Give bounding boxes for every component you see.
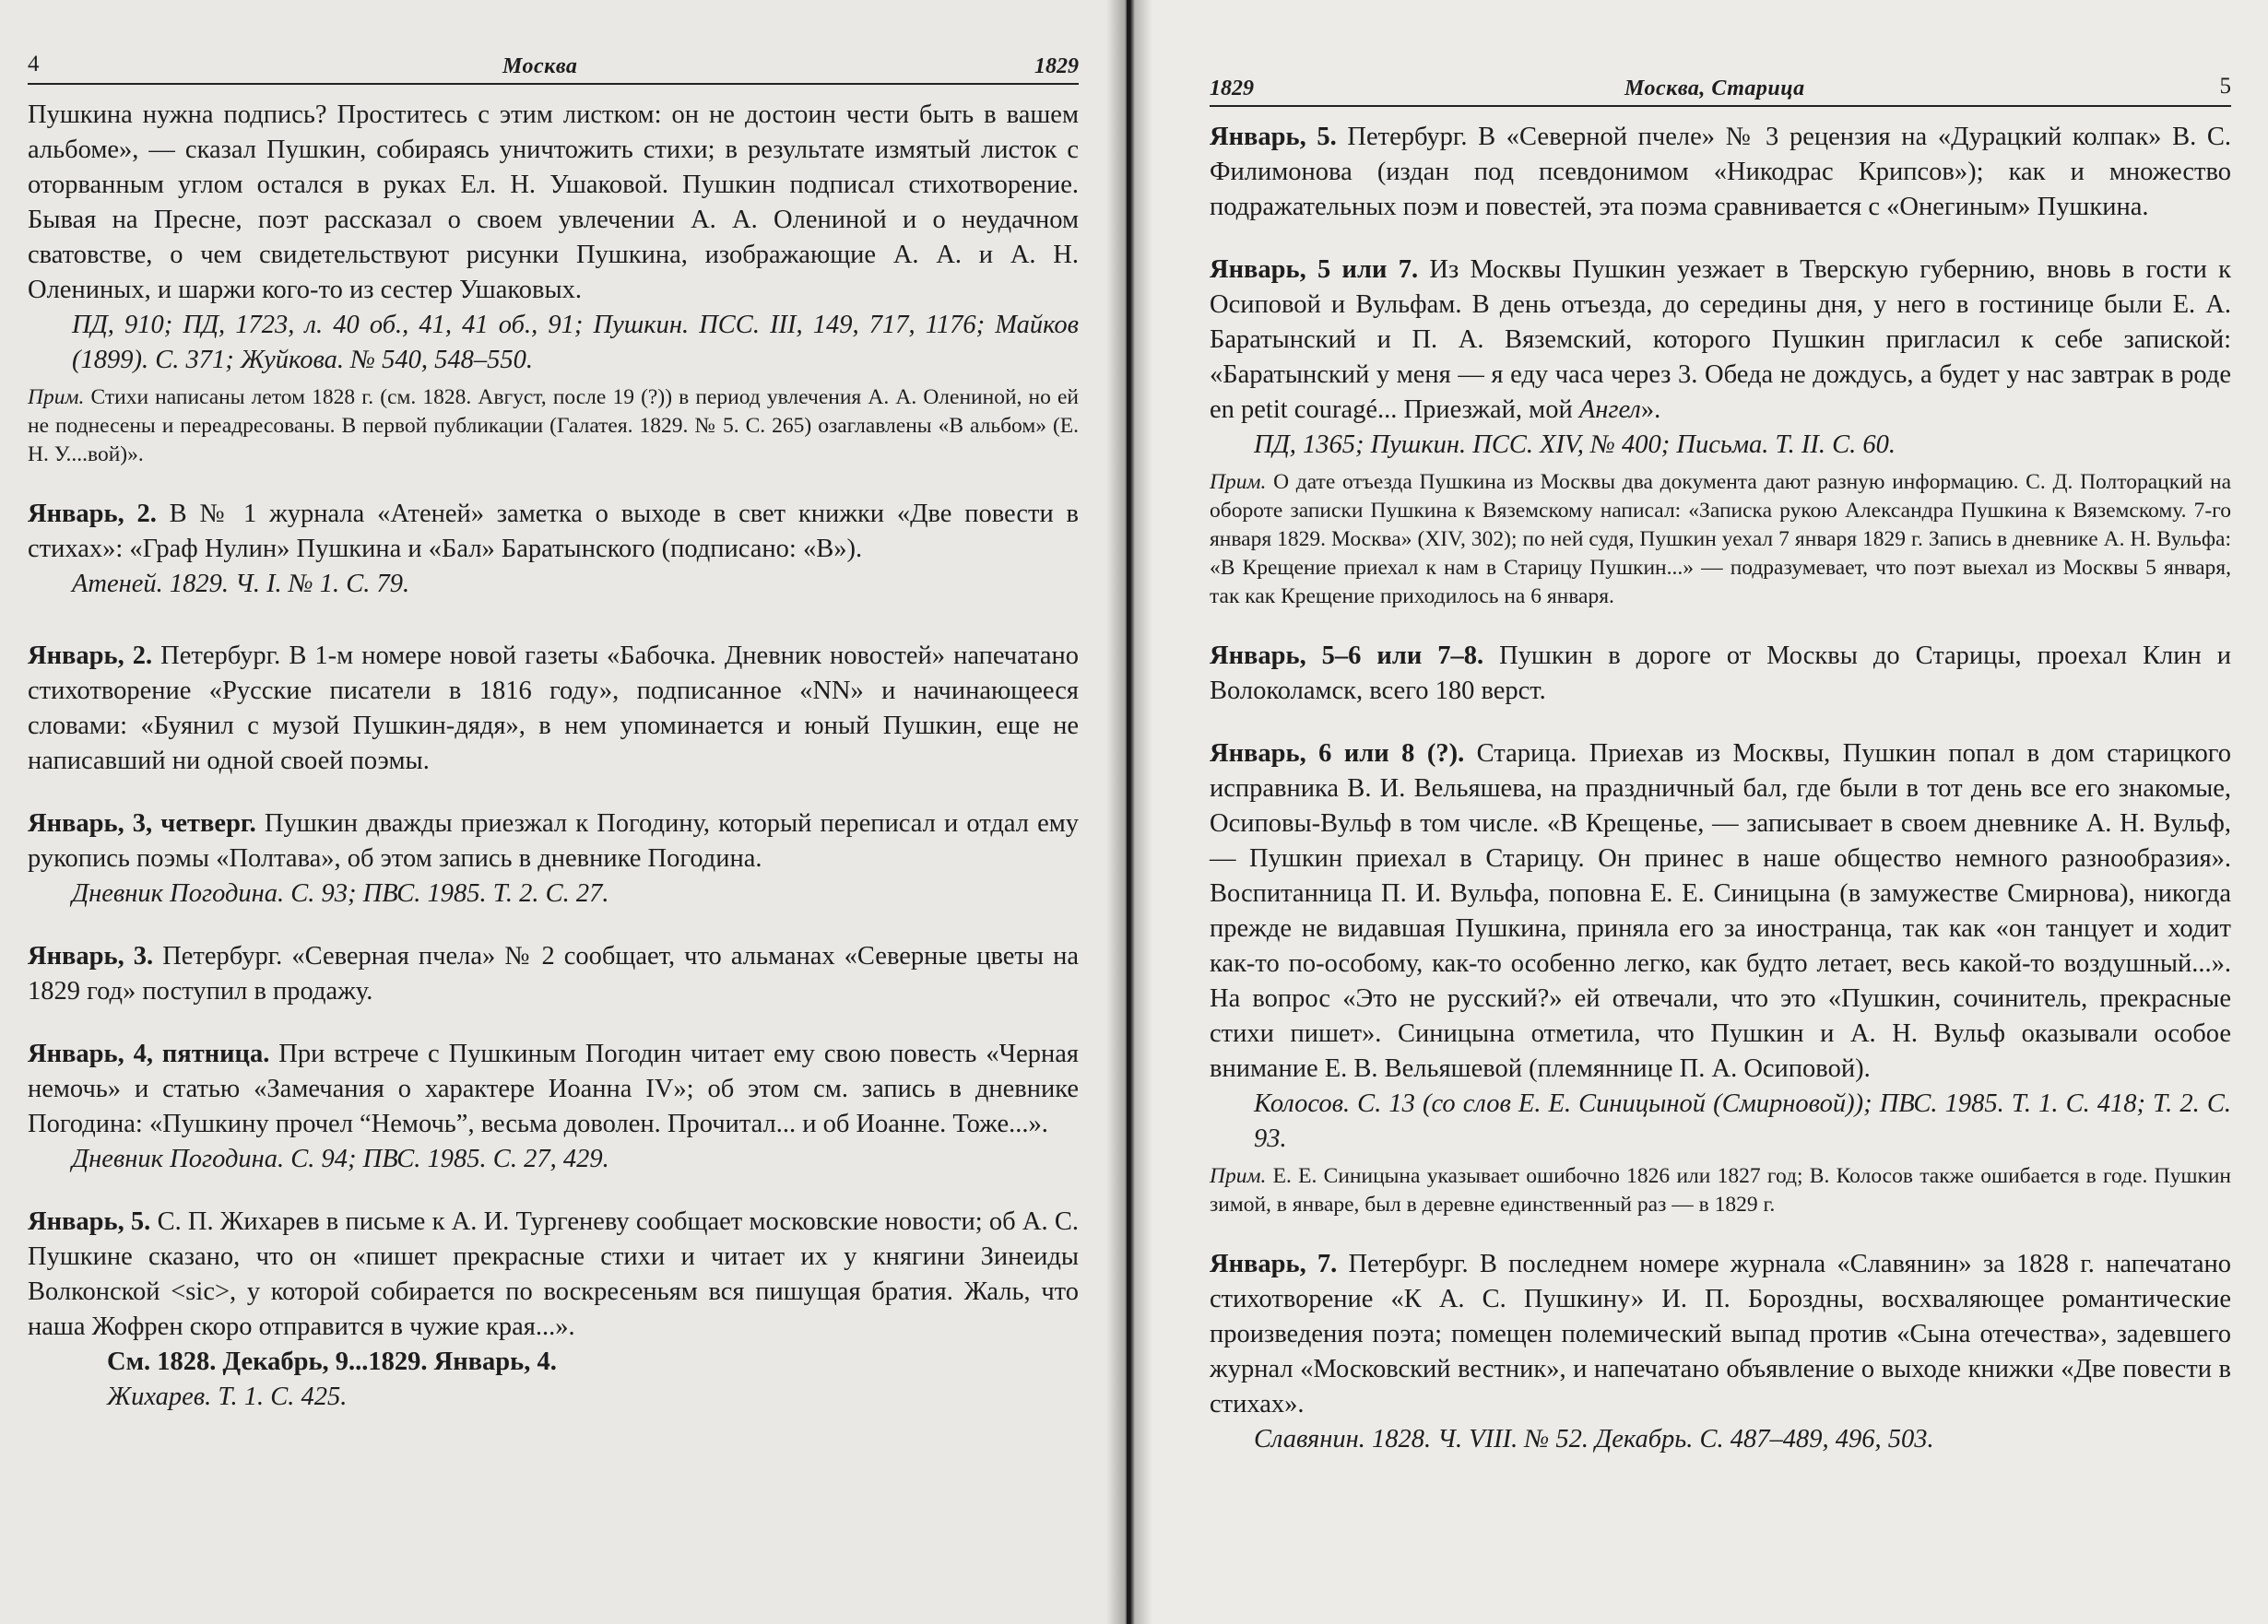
note-text: Е. Е. Синицына указывает ошибочно 1826 или 1827 год; В. Колосов также ошибается в годе. Пушкин зимой, в январе, был в деревне единственный раз — в 1829 г. [1210,1164,2232,1217]
entry-body-end: ». [1640,395,1661,424]
entry-text [28,806,1079,877]
entry-date: Январь, 2. [28,641,153,670]
entry-date: Январь, 5 или 7. [1210,255,1419,284]
entry-text [28,497,1079,567]
entry-body: При встрече с Пушкиным Погодин читает ему свою повесть «Черная немочь» и статью «Замечания о характере Иоанна IV»; об этом см. запись в дневнике Погодина: «Пушкину прочел “Немочь”, весьма доволен. Прочитал... и об Иоанне. Тоже...». [28,1040,1080,1138]
entry [28,1037,1079,1177]
entry-cross-reference: См. 1828. Декабрь, 9...1829. Январь, 4. [107,1347,557,1376]
right-running-title: Москва, Старица [1624,76,1805,100]
right-page-number: 5 [2219,74,2231,99]
entry-text [1210,1247,2231,1422]
book-gutter [1106,0,1152,1624]
entry-text [28,1205,1079,1345]
entry-source: Славянин. 1828. Ч. VIII. № 52. Декабрь. С. 487–489, 496, 503. [1254,1425,1934,1453]
entry-body: Пушкин в дороге от Москвы до Старицы, проехал Клин и Волоколамск, всего 180 верст. [1210,641,2231,705]
entry-note [28,383,1079,469]
right-running-year: 1829 [1210,76,1254,100]
entry-text [1210,253,2231,428]
entry-source: Колосов. С. 13 (со слов Е. Е. Синицыной (Смирновой)); ПВС. 1985. Т. 1. С. 418; Т. 2. С. 93. [1254,1089,2231,1153]
entry-date: Январь, 7. [1210,1250,1338,1278]
entry-body-italic: Ангел [1578,395,1641,424]
note-label: Прим. [28,385,85,409]
entry-text [28,1037,1079,1142]
right-content [1210,120,2231,1457]
entry-date: Январь, 4, пятница. [28,1040,270,1068]
entry-body: С. П. Жихарев в письме к А. И. Тургеневу сообщает московские новости; об А. С. Пушкине сказано, что он «пишет прекрасные стихи и читает их у княгини Зинеиды Волконской <sic>, у которой собирается по воскресеньям вся пишущая братия. Жаль, что наша Жофрен скоро отправится в чужие края...». [28,1207,1079,1341]
entry-text [28,639,1079,779]
entry-body: Старица. Приехав из Москвы, Пушкин попал в дом старицкого исправника В. И. Вельяшева, на праздничный бал, где были в тот день все его знакомые, Осиповы-Вульф в том числе. «В Крещенье, — записывает в своем дневнике А. Н. Вульф, — Пушкин приехал в Старицу. Он принес в наше общество немного разнообразия». Воспитанница П. И. Вульфа, поповна Е. Е. Синицына (в замужестве Смирнова), никогда прежде не видавшая Пушкина, приняла его за иностранца, так как «он танцует и ходит как-то по-особому, как-то особенно легко, как будто летает, весь какой-то воздушный...». На вопрос «Это не русский?» ей отвечали, что это «Пушкин, сочинитель, прекрасные стихи пишет». Синицына отметила, что Пушкин и А. Н. Вульф оказывали особое внимание Е. В. Вельяшевой (племяннице П. А. Осиповой). [1210,739,2231,1083]
entry [1210,253,2231,611]
entry [28,806,1079,912]
continuation-entry [28,98,1079,469]
entry-body: В № 1 журнала «Атеней» заметка о выходе в свет книжки «Две повести в стихах»: «Граф Нулин» Пушкина и «Бал» Баратынского (подписано: «В»). [28,500,1079,563]
note-text: Стихи написаны летом 1828 г. (см. 1828. Август, после 19 (?)) в период увлечения А. А. Олениной, но ей не поднесены и переадресованы. В первой публикации (Галатея. 1829. № 5. С. 265) озаглавлены «В альбом» (Е. Н. У....вой)». [28,385,1080,466]
entry-note [1210,468,2231,611]
left-page-number: 4 [28,52,40,76]
entry-body: Пушкин дважды приезжал к Погодину, который переписал и отдал ему рукопись поэмы «Полтава», об этом запись в дневнике Погодина. [28,809,1080,873]
entry [28,497,1079,602]
entry [1210,639,2231,709]
entry-source: ПД, 1365; Пушкин. ПСС. XIV, № 400; Письма. Т. II. С. 60. [1254,430,1896,459]
entry-text [1210,120,2231,225]
entry-body: Петербург. В последнем номере журнала «Славянин» за 1828 г. напечатано стихотворение «К А. С. Пушкину» И. П. Бороздны, восхваляющее романтические произведения поэта; помещен полемический выпад против «Сына отечества», задевшего журнал «Московский вестник», и напечатано объявление о выходе книжки «Две повести в стихах». [1210,1250,2231,1418]
note-label: Прим. [1210,470,1267,494]
left-running-head [28,46,1079,85]
right-page [1130,0,2268,1624]
entry-date: Январь, 3. [28,942,154,971]
entry-source: Жихарев. Т. 1. С. 425. [107,1383,348,1411]
entry [1210,1247,2231,1457]
entry-body: Петербург. «Северная пчела» № 2 сообщает, что альманах «Северные цветы на 1829 год» поступил в продажу. [28,942,1079,1006]
entry-date: Январь, 5–6 или 7–8. [1210,641,1484,670]
entry-source: Дневник Погодина. С. 94; ПВС. 1985. С. 27, 429. [72,1145,609,1173]
entry-source: Дневник Погодина. С. 93; ПВС. 1985. Т. 2. С. 27. [72,879,609,908]
entry-text [1210,639,2231,709]
entry-source: ПД, 910; ПД, 1723, л. 40 об., 41, 41 об., 91; Пушкин. ПСС. III, 149, 717, 1176; Майков (1899). С. 371; Жуйкова. № 540, 548–550. [72,311,1079,374]
entry-text: Пушкина нужна подпись? Проститесь с этим листком: он не достоин чести быть в вашем альбоме», — сказал Пушкин, собираясь уничтожить стихи; в результате измятый листок с оторванным углом остался в руках Ел. Н. Ушаковой. Пушкин подписал стихотворение. Бывая на Пресне, поэт рассказал о своем увлечении А. А. Олениной и о неудачном сватовстве, о чем свидетельствуют рисунки Пушкина, изображающие А. А. и А. Н. Олениных, и шаржи кого-то из сестер Ушаковых. [28,100,1079,304]
entry-date: Январь, 2. [28,500,157,528]
entry [28,639,1079,779]
entry [28,939,1079,1009]
entry [1210,120,2231,225]
entry-date: Январь, 3, четверг. [28,809,256,838]
entry-text [28,939,1079,1009]
left-page [0,0,1127,1624]
entry-date: Январь, 6 или 8 (?). [1210,739,1465,768]
left-running-title: Москва [502,54,578,78]
entry-date: Январь, 5. [1210,123,1337,151]
entry-body: Петербург. В 1-м номере новой газеты «Бабочка. Дневник новостей» напечатано стихотворение «Русские писатели в 1816 году», подписанное «NN» и начинающееся словами: «Буянил с музой Пушкин-дядя», в нем упоминается и юный Пушкин, еще не написавший ни одной своей поэмы. [28,641,1079,775]
left-content [28,98,1079,1415]
left-running-year: 1829 [1034,54,1079,78]
entry-body: Из Москвы Пушкин уезжает в Тверскую губернию, вновь в гости к Осиповой и Вульфам. В день отъезда, до середины дня, у него в гостинице были Е. А. Баратынский и П. А. Вяземский, которого Пушкин пригласил к себе запиской: «Баратынский у меня — я еду часа через 3. Обеда не дождусь, а будет у нас завтрак в роде en petit couragé... Приезжай, мой [1210,255,2231,424]
entry-note [1210,1162,2231,1219]
note-label: Прим. [1210,1164,1267,1188]
entry-date: Январь, 5. [28,1207,151,1236]
right-running-head [1210,68,2231,107]
entry [1210,736,2231,1219]
entry-source: Атеней. 1829. Ч. I. № 1. С. 79. [72,570,410,598]
entry-text [1210,736,2231,1087]
entry-body: Петербург. В «Северной пчеле» № 3 рецензия на «Дурацкий колпак» В. С. Филимонова (издан под псевдонимом «Никодрас Крипсов»); как и множество подражательных поэм и повестей, эта поэма сравнивается с «Онегиным» Пушкина. [1210,123,2232,221]
note-text: О дате отъезда Пушкина из Москвы два документа дают разную информацию. С. Д. Полторацкий на обороте записки Пушкина к Вяземскому написал: «Записка рукою Александра Пушкина к Вяземскому. 7-го января 1829. Москва» (XIV, 302); по ней судя, Пушкин уехал 7 января 1829 г. Запись в дневнике А. Н. Вульфа: «В Крещение приехал к нам в Старицу Пушкин...» — подразумевает, что поэт выехал из Москвы 5 января, так как Крещение приходилось на 6 января. [1210,470,2232,608]
entry [28,1205,1079,1415]
